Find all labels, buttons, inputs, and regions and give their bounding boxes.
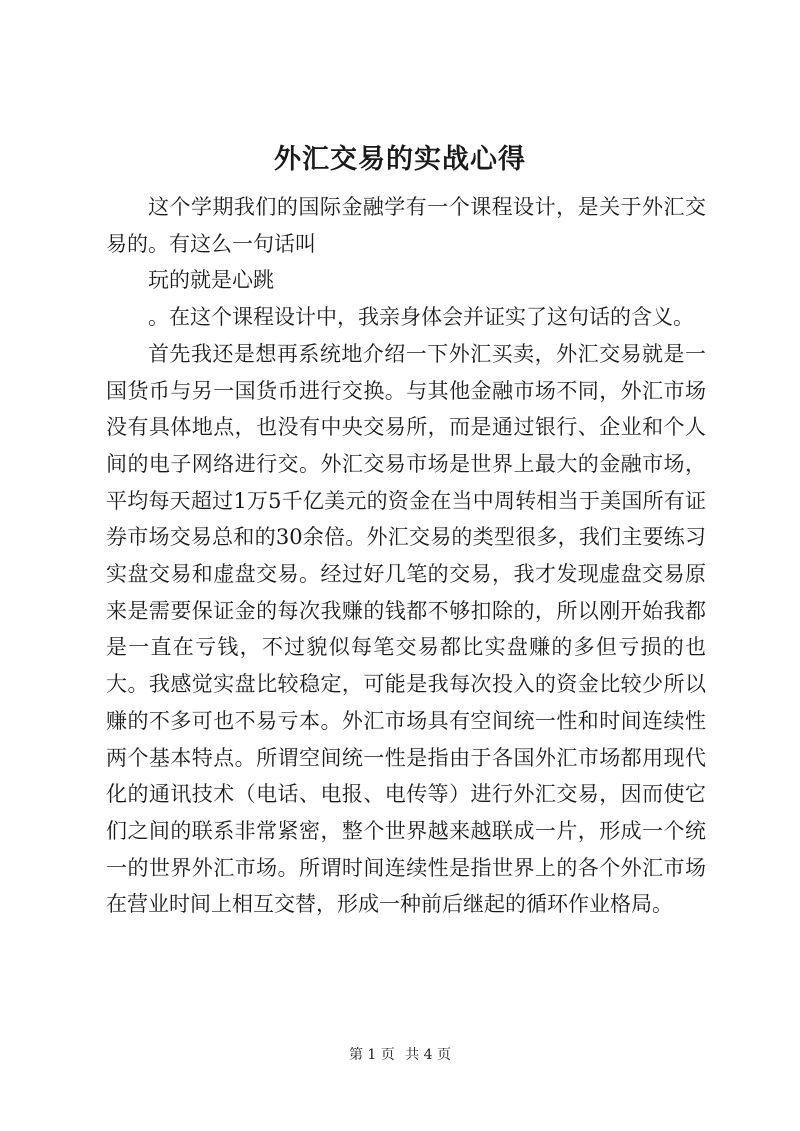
document-body [106,189,706,923]
page-footer [0,1045,800,1065]
paragraph-4: 首先我还是想再系统地介绍一下外汇买卖，外汇交易就是一国货币与另一国货币进行交换。与其他金融市场不同，外汇市场没有具体地点，也没有中央交易所，而是通过银行、企业和个人间的电子网络进行交。外汇交易市场是世界上最大的金融市场，平均每天超过1万5千亿美元的资金在当中周转相当于美国所有证券市场交易总和的30余倍。外汇交易的类型很多，我们主要练习实盘交易和虚盘交易。经过好几笔的交易，我才发现虚盘交易原来是需要保证金的每次我赚的钱都不够扣除的，所以刚开始我都是一直在亏钱，不过貌似每笔交易都比实盘赚的多但亏损的也大。我感觉实盘比较稳定，可能是我每次投入的资金比较少所以赚的不多可也不易亏本。外汇市场具有空间统一性和时间连续性两个基本特点。所谓空间统一性是指由于各国外汇市场都用现代化的通讯技术（电话、电报、电传等）进行外汇交易，因而使它们之间的联系非常紧密，整个世界越来越联成一片，形成一个统一的世界外汇市场。所谓时间连续性是指世界上的各个外汇市场在营业时间上相互交替，形成一种前后继起的循环作业格局。 [106,341,706,917]
page-number: 第 1 页 [348,1047,395,1063]
paragraph-3: 。在这个课程设计中，我亲身体会并证实了这句话的含义。 [148,305,694,330]
paragraph-1: 这个学期我们的国际金融学有一个课程设计，是关于外汇交易的。有这么一句话叫 [106,195,706,256]
page-total: 共 4 页 [405,1047,452,1063]
paragraph-2: 玩的就是心跳 [148,268,274,293]
page-title: 外汇交易的实战心得 [274,144,526,175]
